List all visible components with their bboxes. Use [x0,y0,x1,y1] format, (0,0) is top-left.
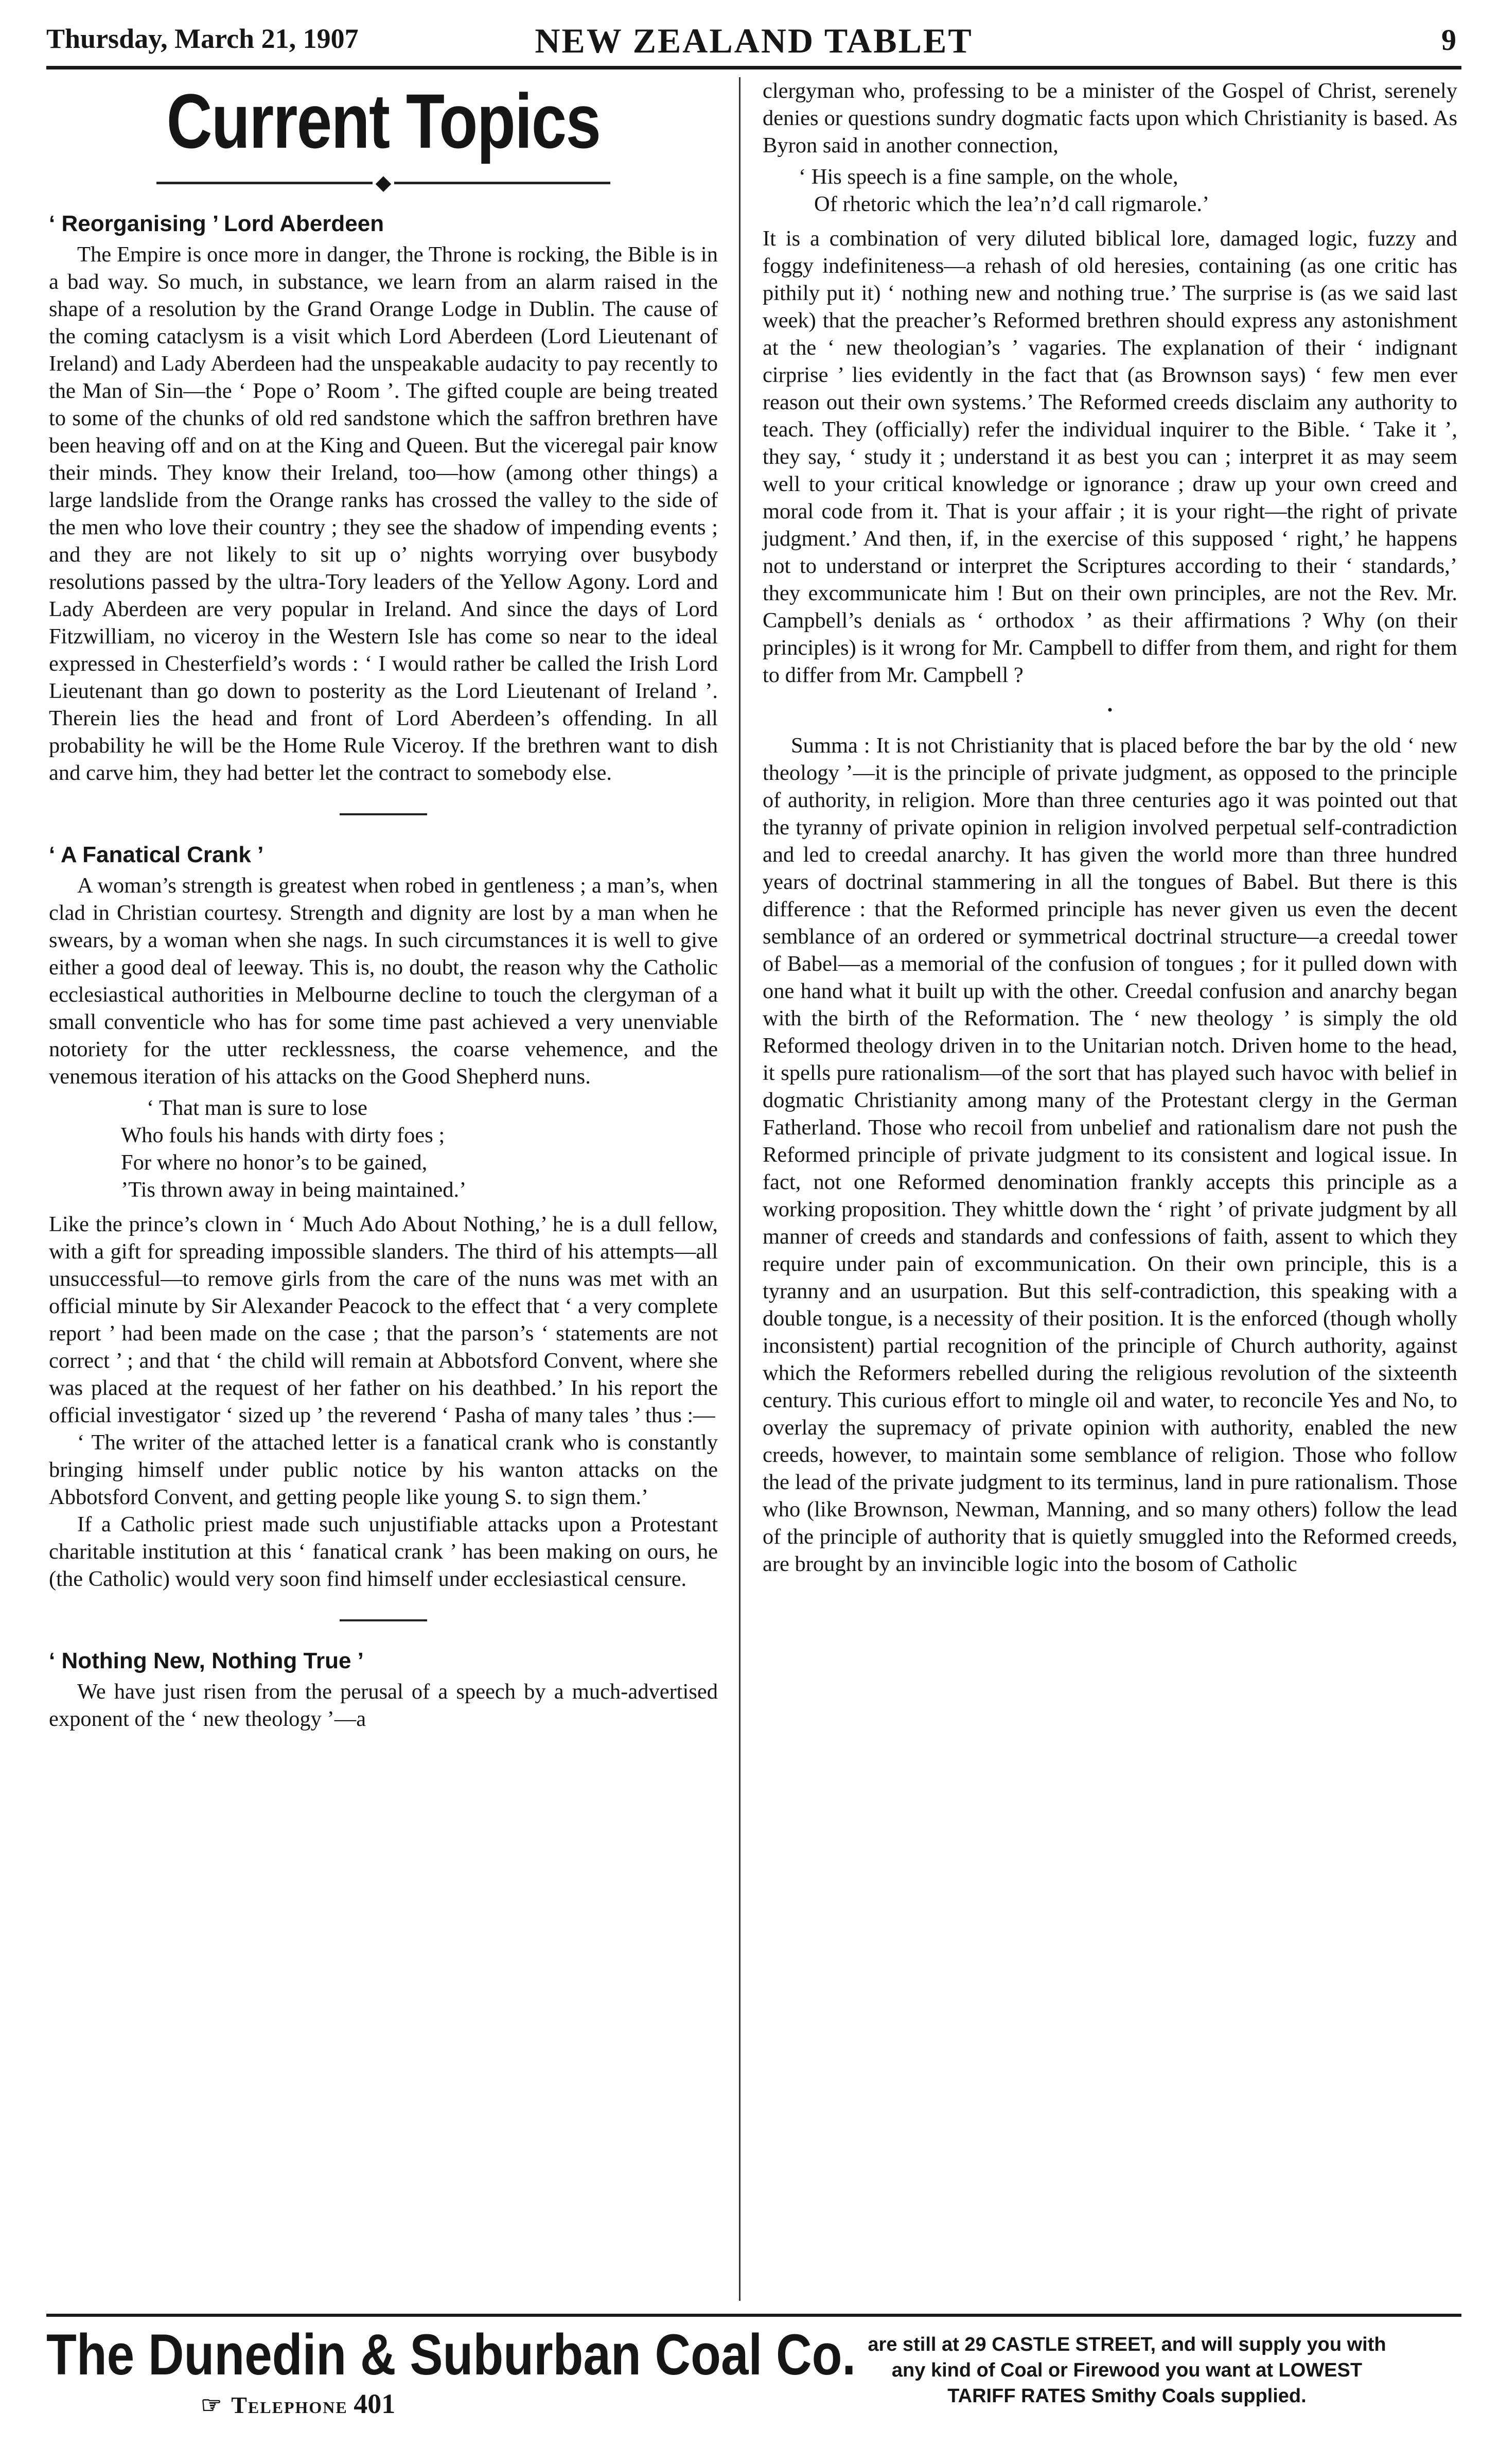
article-paragraph: Summa : It is not Christianity that is placed before the bar by the old ‘ new theology ’—it is the principle of private judgment, as opposed to the principle of authority, in religion. More than three centuries ago it was pointed out that the tyranny of private opinion in religion involved perpetual self-contradiction and led to creedal anarchy. It has given the world more than three hundred years of doctrinal stammering in all the tongues of Babel. But there is this difference : that the Reformed principle has never given us even the decent semblance of an ordered or symmetrical doctrinal structure—a creedal tower of Babel—as a memorial of the confusion of tongues ; for it pulled down with one hand what it built up with the other. Creedal confusion and anarchy began with the birth of the Reformation. The ‘ new theology ’ is simply the old Reformed theology driven in to the Unitarian notch. Driven home to the head, it spells pure rationalism—of the sort that has played such havoc with belief in dogmatic Christianity among many of the Protestant clergy in the German Fatherland. Those who recoil from unbelief and rationalism dare not push the Reformed principle of private judgment to its consistent and logical issue. In fact, not one Reformed denomination frankly accepts this principle as a working proposition. They whittle down the ‘ right ’ of private judgment by all manner of creeds and standards and confessions of faith, assent to which they require under pain of excommunication. On their own principle, this is a tyranny and an usurpation. But this self-contradiction, this speaking with a double tongue, is a necessity of their position. It is the enforced (though wholly inconsistent) partial recognition of the principle of Church authority, against which the Reformers rebelled during the religious revolution of the sixteenth century. This curious effort to mingle oil and water, to reconcile Yes and No, to overlay the supremacy of private opinion with authority, enabled the new creeds, however, to maintain some semblance of religion. Those who follow the lead of the private judgment to its terminus, land in pure rationalism. Those who (like Brownson, Newman, Manning, and so many others) follow the lead of the principle of authority that is quietly smuggled into the Reformed creeds, are brought by an invincible logic into the bosom of Catholic [763,733,1457,1576]
newspaper-name: NEW ZEALAND TABLET [535,21,973,60]
ornament-rule-right [394,182,610,184]
article-paragraph: We have just risen from the perusal of a speech by a much-advertised exponent of the ‘ new theology ’—a [49,1680,718,1731]
verse-line: ’Tis thrown away in being maintained.’ [121,1178,467,1202]
section-separator [340,813,427,815]
section-title: Current Topics [166,78,601,164]
topic-heading-fanatical-crank: ‘ A Fanatical Crank ’ [49,842,264,867]
advertisement-banner [46,2321,856,2421]
left-column [49,77,718,1733]
topic-heading-reorganising: ‘ Reorganising ’ Lord Aberdeen [49,211,384,236]
verse-line: Of rhetoric which the lea’n’d call rigmarole.’ [814,192,1210,216]
ornament-rule-left [156,182,373,184]
section-separator [340,1619,427,1621]
article-paragraph: A woman’s strength is greatest when robed in gentleness ; a man’s, when clad in Christian courtesy. Strength and dignity are lost by a man when he swears, by a woman when she nags. In such circumstances it is well to give either a good deal of leeway. This is, no doubt, the reason why the Catholic ecclesiastical authorities in Melbourne decline to touch the clergyman of a small conventicle who has for some time past achieved a very unenviable notoriety for the utter recklessness, the coarse vehemence, and the venemous iteration of his attacks on the Good Shepherd nuns. [49,873,718,1089]
verse-line: Who fouls his hands with dirty foes ; [121,1123,445,1147]
verse-quotation [121,1094,718,1203]
block-quotation: ‘ The writer of the attached letter is a fanatical crank who is constantly bringing himself under public notice by his wanton attacks on the Abbotsford Convent, and getting people like young S. to sign them.’ [49,1430,718,1509]
masthead [46,21,1461,62]
advertisement-telephone [201,2388,787,2421]
issue-date: Thursday, March 21, 1907 [46,23,359,54]
header-rule [46,66,1461,69]
telephone-number: 401 [354,2388,396,2419]
advertisement-line: TARIFF RATES Smithy Coals supplied. [947,2385,1307,2407]
column-divider [739,77,740,2301]
advertisement-line: are still at 29 CASTLE STREET, and will supply you with [868,2334,1386,2355]
right-column [763,77,1457,1578]
advertisement-title: The Dunedin & Suburban Coal Co. [46,2322,856,2387]
verse-quotation [799,163,1457,218]
verse-line: For where no honor’s to be gained, [121,1150,428,1175]
diamond-icon: ◆ [375,171,392,195]
advertisement-line: any kind of Coal or Firewood you want at LOWEST [891,2360,1363,2381]
page-number: 9 [1441,23,1456,57]
verse-line: ‘ That man is sure to lose [147,1096,367,1120]
article-paragraph: Like the prince’s clown in ‘ Much Ado About Nothing,’ he is a dull fellow, with a gift for spreading impossible slanders. The third of his attempts—all unsuccessful—to remove girls from the care of the nuns was met with an official minute by Sir Alexander Peacock to the effect that ‘ a very complete report ’ had been made on the case ; that the parson’s ‘ statements are not correct ’ ; and that ‘ the child will remain at Abbotsford Convent, where she was placed at the request of her father on his deathbed.’ In his report the official investigator ‘ sized up ’ the reverend ‘ Pasha of many tales ’ thus :— [49,1212,718,1427]
article-paragraph: If a Catholic priest made such unjustifiable attacks upon a Protestant charitable institution at this ‘ fanatical crank ’ has been making on ours, he (the Catholic) would very soon find himself under ecclesiastical censure. [49,1512,718,1591]
advertisement-details [792,2332,1461,2409]
title-ornament [49,167,718,195]
article-paragraph: The Empire is once more in danger, the Throne is rocking, the Bible is in a bad way. So much, in substance, we learn from an alarm raised in the shape of a resolution by the Grand Orange Lodge in Dublin. The cause of the coming cataclysm is a visit which Lord Aberdeen (Lord Lieutenant of Ireland) and Lady Aberdeen had the unspeakable audacity to pay recently to the Man of Sin—the ‘ Pope o’ Room ’. The gifted couple are being treated to some of the chunks of old red sandstone which the saffron brethren have been heaving off and on at the King and Queen. But the viceregal pair know their minds. They know their Ireland, too—how (among other things) a large landslide from the Orange ranks has crossed the valley to the side of the men who love their country ; they see the shadow of impending events ; and they are not likely to sit up o’ nights worrying over busybody resolutions passed by the ultra-Tory leaders of the Yellow Agony. Lord and Lady Aberdeen are very popular in Ireland. And since the days of Lord Fitzwilliam, no viceroy in the Western Isle has come so near to the ideal expressed in Chesterfield’s words : ‘ I would rather be called the Irish Lord Lieutenant than go down to posterity as the Lord Lieutenant of Ireland ’. Therein lies the head and front of Lord Aberdeen’s offending. In all probability he will be the Home Rule Viceroy. If the brethren want to dish and carve him, they had better let the contract to somebody else. [49,242,718,785]
advertisement-rule [46,2314,1461,2317]
article-paragraph: clergyman who, professing to be a minister of the Gospel of Christ, serenely denies or questions sundry dogmatic facts upon which Christianity is based. As Byron said in another connection, [763,79,1457,158]
topic-heading-nothing-new: ‘ Nothing New, Nothing True ’ [49,1648,364,1673]
article-paragraph: It is a combination of very diluted biblical lore, damaged logic, fuzzy and foggy indefiniteness—a rehash of old heresies, containing (as one critic has pithily put it) ‘ nothing new and nothing true.’ The surprise is (as we said last week) that the preacher’s Reformed brethren should express any astonishment at the ‘ new theologian’s ’ vagaries. The explanation of their ‘ indignant cirprise ’ lies evidently in the fact that (as Brownson says) ‘ few men ever reason out their own systems.’ The Reformed creeds disclaim any authority to teach. They (officially) refer the individual inquirer to the Bible. ‘ Take it ’, they say, ‘ study it ; understand it as best you can ; interpret it as may seem well to your critical knowledge or ignorance ; draw up your own creed and moral code from it. That is your affair ; it is your right—the right of private judgment.’ And then, if, in the exercise of this supposed ‘ right,’ he happens not to understand or interpret the Scriptures according to their ‘ standards,’ they excommunicate him ! But on their own principles, are not the Rev. Mr. Campbell’s denials as ‘ orthodox ’ as their affirmations ? Why (on their principles) is it wrong for Mr. Campbell to differ from them, and right for them to differ from Mr. Campbell ? [763,226,1457,687]
telephone-label: Telephone [231,2392,348,2418]
verse-line: ‘ His speech is a fine sample, on the whole, [799,165,1178,189]
separator-dot: • [1107,702,1113,719]
pointing-hand-icon: ☞ [201,2392,222,2418]
